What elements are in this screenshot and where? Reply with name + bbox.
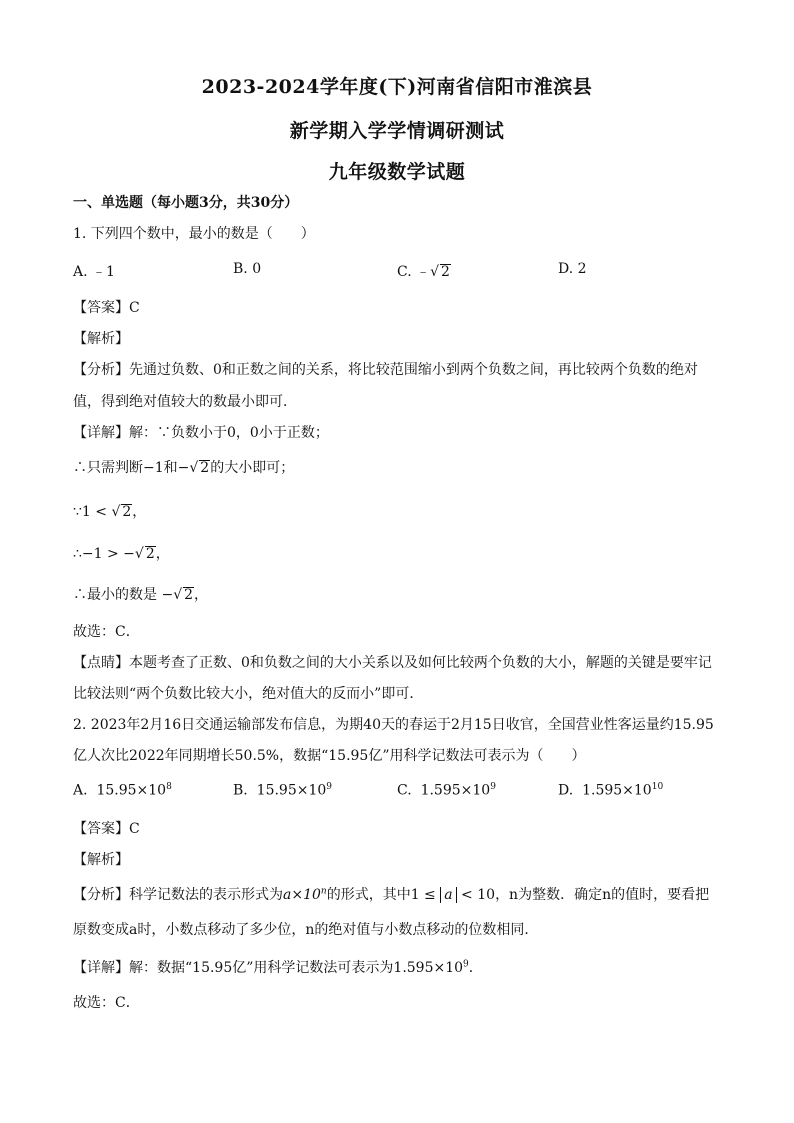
- q1-step-3: [73, 543, 733, 563]
- q1-step-1-text-c: 的大小即可；: [210, 460, 295, 476]
- q2-option-d-exponent: 10: [651, 782, 664, 792]
- q2-stem-line-1: 2. 2023年2月16日交通运输部发布信息，为期40天的春运于2月15日收官，全国营业性客运量约15.95: [73, 717, 714, 733]
- q1-dianjing-line-1: 【点睛】本题考查了正数、0和负数之间的大小关系以及如何比较两个负数的大小，解题的关键是要牢记: [73, 655, 712, 671]
- q2-option-c: [397, 782, 496, 799]
- q1-choice: 故选：C．: [73, 624, 140, 640]
- q1-step-3-radicand: 2: [145, 546, 155, 562]
- sqrt-icon: √: [430, 264, 440, 280]
- q2-option-a: [73, 782, 172, 799]
- q2-fenxi-text-c: ，n为整数．确定n的值时，要看把: [495, 887, 710, 903]
- q2-option-c-exponent: 9: [490, 782, 496, 792]
- q2-fenxi-exponent: n: [320, 886, 327, 897]
- q1-option-c: [397, 261, 451, 281]
- q2-option-d-label: D.: [558, 782, 574, 799]
- q2-option-d: [558, 782, 663, 799]
- q2-fenxi-text-b: 的形式，其中: [326, 887, 411, 903]
- q1-step-1: [73, 457, 733, 477]
- q1-step-4: [73, 584, 733, 604]
- q2-option-a-label: A.: [73, 782, 88, 799]
- sqrt-icon: √: [134, 546, 144, 562]
- q1-step-4-text-a: ∴最小的数是 −: [73, 587, 174, 603]
- q2-fenxi-ineq-right: < 10: [456, 887, 496, 903]
- q2-xiangjie-text-a: 【详解】解：数据“15.95亿”用科学记数法可表示为: [73, 960, 394, 976]
- q2-option-b-exponent: 9: [326, 782, 333, 792]
- section-heading: 一、单选题（每小题3分，共30分）: [73, 195, 299, 211]
- q1-option-c-radicand: 2: [441, 264, 450, 280]
- q2-option-c-label: C.: [397, 782, 412, 799]
- q1-step-3-text-a: ∴−1 > −: [73, 546, 135, 562]
- q1-option-a: A. ﹣1: [73, 264, 115, 280]
- q2-xiangjie-value: 1.595×10: [393, 960, 464, 976]
- q2-xiangjie-exponent: 9: [463, 959, 469, 970]
- q2-xiangjie-text-c: ．: [468, 960, 483, 976]
- q1-xiangjie: 【详解】解：∵负数小于0，0小于正数；: [73, 425, 329, 441]
- q1-step-2: [73, 501, 733, 521]
- q2-fenxi-line-1: [73, 884, 733, 904]
- q1-step-3-text-c: ，: [155, 546, 170, 562]
- doc-title-line-2: 新学期入学学情调研测试: [289, 120, 505, 142]
- q2-fenxi-ineq-left: 1 ≤: [410, 887, 441, 903]
- q1-fenxi-line-2: 值，得到绝对值较大的数最小即可．: [73, 394, 297, 410]
- q2-option-b-label: B.: [233, 782, 248, 799]
- q1-fenxi-line-1: 【分析】先通过负数、0和正数之间的关系，将比较范围缩小到两个负数之间，再比较两个负数的绝对: [73, 362, 698, 378]
- q2-fenxi-line-2: 原数变成a时，小数点移动了多少位，n的绝对值与小数点移动的位数相同．: [73, 922, 539, 938]
- q2-option-d-value: 1.595×10: [582, 782, 652, 799]
- q1-step-2-radicand: 2: [122, 504, 132, 520]
- doc-title-line-1: 2023-2024学年度(下)河南省信阳市淮滨县: [201, 76, 593, 98]
- q1-answer: 【答案】C: [73, 300, 140, 316]
- doc-title-line-3: 九年级数学试题: [328, 161, 466, 183]
- q2-fenxi-abs-value: a: [440, 887, 456, 903]
- q2-option-b-value: 15.95×10: [256, 782, 327, 799]
- q2-stem-line-2: 亿人次比2022年同期增长50.5%，数据“15.95亿”用科学记数法可表示为（ ）: [73, 748, 586, 764]
- q1-step-2-text-a: ∵1 <: [73, 504, 112, 520]
- q2-option-c-value: 1.595×10: [420, 782, 491, 799]
- q2-fenxi-form: a×10: [283, 887, 321, 903]
- q1-analysis-label: 【解析】: [73, 331, 129, 347]
- q1-stem: 1. 下列四个数中，最小的数是（ ）: [73, 226, 315, 242]
- q2-fenxi-text-a: 【分析】科学记数法的表示形式为: [73, 887, 283, 903]
- sqrt-icon: √: [189, 460, 199, 476]
- q1-step-2-text-c: ，: [132, 504, 147, 520]
- q2-option-a-exponent: 8: [166, 782, 172, 792]
- q2-option-a-value: 15.95×10: [96, 782, 167, 799]
- q1-option-d: D. 2: [558, 261, 587, 277]
- q2-choice: 故选：C．: [73, 995, 140, 1011]
- q1-dianjing-line-2: 比较法则“两个负数比较大小，绝对值大的反而小”即可．: [73, 686, 424, 702]
- q2-xiangjie: [73, 957, 733, 977]
- q2-analysis-label: 【解析】: [73, 852, 129, 868]
- q1-step-4-text-c: ，: [194, 587, 209, 603]
- q1-step-4-radicand: 2: [184, 587, 194, 603]
- q2-option-b: [233, 782, 332, 799]
- q2-answer: 【答案】C: [73, 821, 140, 837]
- q1-option-b: B. 0: [233, 261, 262, 277]
- q1-step-1-text-b: −1和−: [143, 460, 190, 476]
- q1-step-1-radicand: 2: [200, 460, 210, 476]
- sqrt-icon: √: [111, 504, 121, 520]
- sqrt-icon: √: [173, 587, 183, 603]
- q1-step-1-text-a: ∴只需判断: [73, 460, 143, 476]
- q1-option-c-prefix: C. ﹣: [397, 264, 431, 280]
